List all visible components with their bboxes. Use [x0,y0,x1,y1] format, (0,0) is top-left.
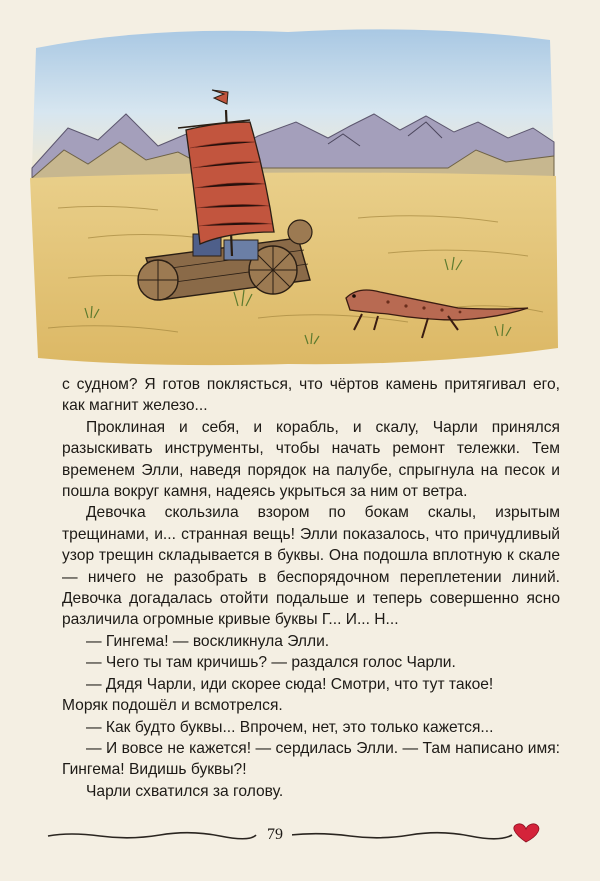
footer-decoration [0,822,600,862]
paragraph: Девочка скользила взором по бокам скалы, изрытым трещинами, и... странная вещь! Элли показалось, что причудливый узор трещин складывается в буквы. Она подошла вплотную к скале — ничего не разобрать в беспорядочном переплетении линий. Девочка догадалась отойти подальше и теперь совершенно ясно различила огромные кривые буквы Г... И... Н... [62,504,560,629]
dialogue-line: — Гингема! — воскликнула Элли. [86,632,330,650]
page-footer [0,822,600,862]
wavy-line-right [290,833,512,839]
page-number: 79 [258,826,292,844]
paragraph: Проклиная и себя, и корабль, и скалу, Чарли принялся разыскивать инструменты, чтобы начать ремонт тележки. Тем временем Элли, наведя порядок на палубе, спрыгнула на песок и пошла вокруг камня, надеясь укрыться за ним от ветра. [62,418,560,501]
dialogue-line: — Дядя Чарли, иди скорее сюда! Смотри, что тут такое! [86,675,494,693]
wagon-wheel [288,220,312,244]
illustration-wind-wagon-desert [28,18,558,370]
paragraph: Моряк подошёл и всмотрелся. [62,697,283,715]
heart-icon [514,824,539,842]
wavy-line-left [48,833,256,839]
dialogue-line: — Как будто буквы... Впрочем, нет, это только кажется... [86,718,494,736]
story-text [62,374,560,802]
dialogue-line: — И вовсе не кажется! — сердилась Элли. — Там написано имя: Гингема! Видишь буквы?! [62,739,560,779]
dialogue-line: — Чего ты там кричишь? — раздался голос Чарли. [86,654,456,672]
paragraph: Чарли схватился за голову. [86,782,284,800]
paragraph: с судном? Я готов поклясться, что чёртов камень притягивал его, как магнит железо... [62,376,560,415]
